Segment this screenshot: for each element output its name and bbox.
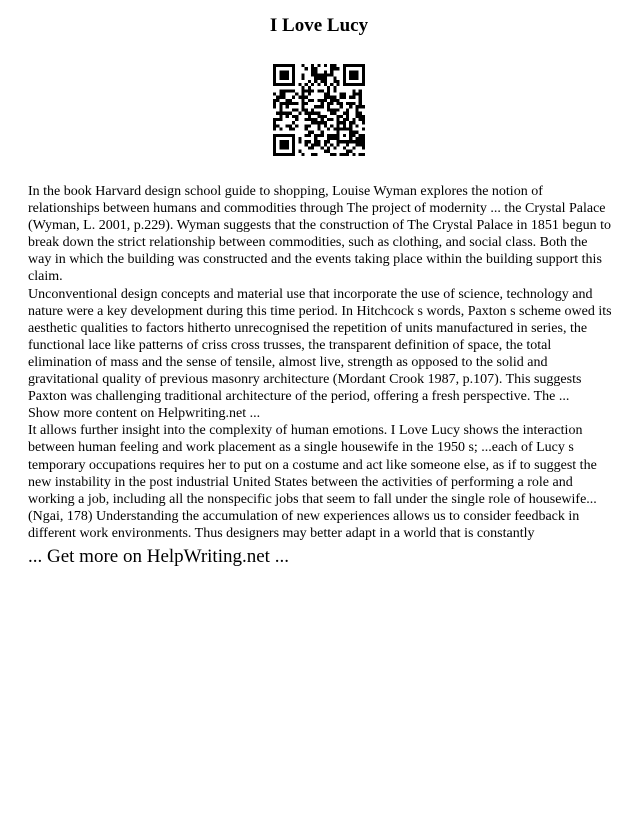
qr-code-icon[interactable] xyxy=(273,64,365,156)
get-more-link[interactable]: ... Get more on HelpWriting.net ... xyxy=(28,546,289,567)
show-more-text: Show more content on Helpwriting.net ... xyxy=(28,406,261,422)
article-body xyxy=(28,183,614,542)
paragraph: In the book Harvard design school guide to shopping, Louise Wyman explores the notion of relationships between humans and commodities through The project of modernity ... the Crystal Palace (Wyman, L. 2001, p.229). Wyman suggests that the construction of The Crystal Palace in 1851 begun to break down the strict relationship between commodities, such as clothing, and social class. Both the way in which the building was constructed and the events taking place within the building support this claim. xyxy=(28,184,611,285)
paragraph: It allows further insight into the complexity of human emotions. I Love Lucy shows the interaction between human feeling and work placement as a single housewife in the 1950 s; ...each of Lucy s temporary occupations requires her to put on a costume and act like someone else, as if to suggest the new instability in the post industrial United States between the activities of performing a role and working a job, including all the nonspecific jobs that seem to fall under the single role of housewife... (Ngai, 178) Understanding the accumulation of new experiences allows us to consider feedback in different work environments. Thus designers may better adapt in a world that is constantly xyxy=(28,423,597,541)
page-title: I Love Lucy xyxy=(269,15,369,36)
paragraph: Unconventional design concepts and material use that incorporate the use of science, technology and nature were a key development during this time period. In Hitchcock s words, Paxton s scheme owed its aesthetic qualities to factors hitherto unrecognised the repetition of units manufactured in series, the functional lace like patterns of criss cross trusses, the transparent definition of space, the total elimination of mass and the sense of tensile, almost live, strength as opposed to the solid and gravitational quality of previous masonry architecture (Mordant Crook 1987, p.107). This suggests Paxton was challenging traditional architecture of the period, offering a fresh perspective. The ... xyxy=(28,286,612,405)
